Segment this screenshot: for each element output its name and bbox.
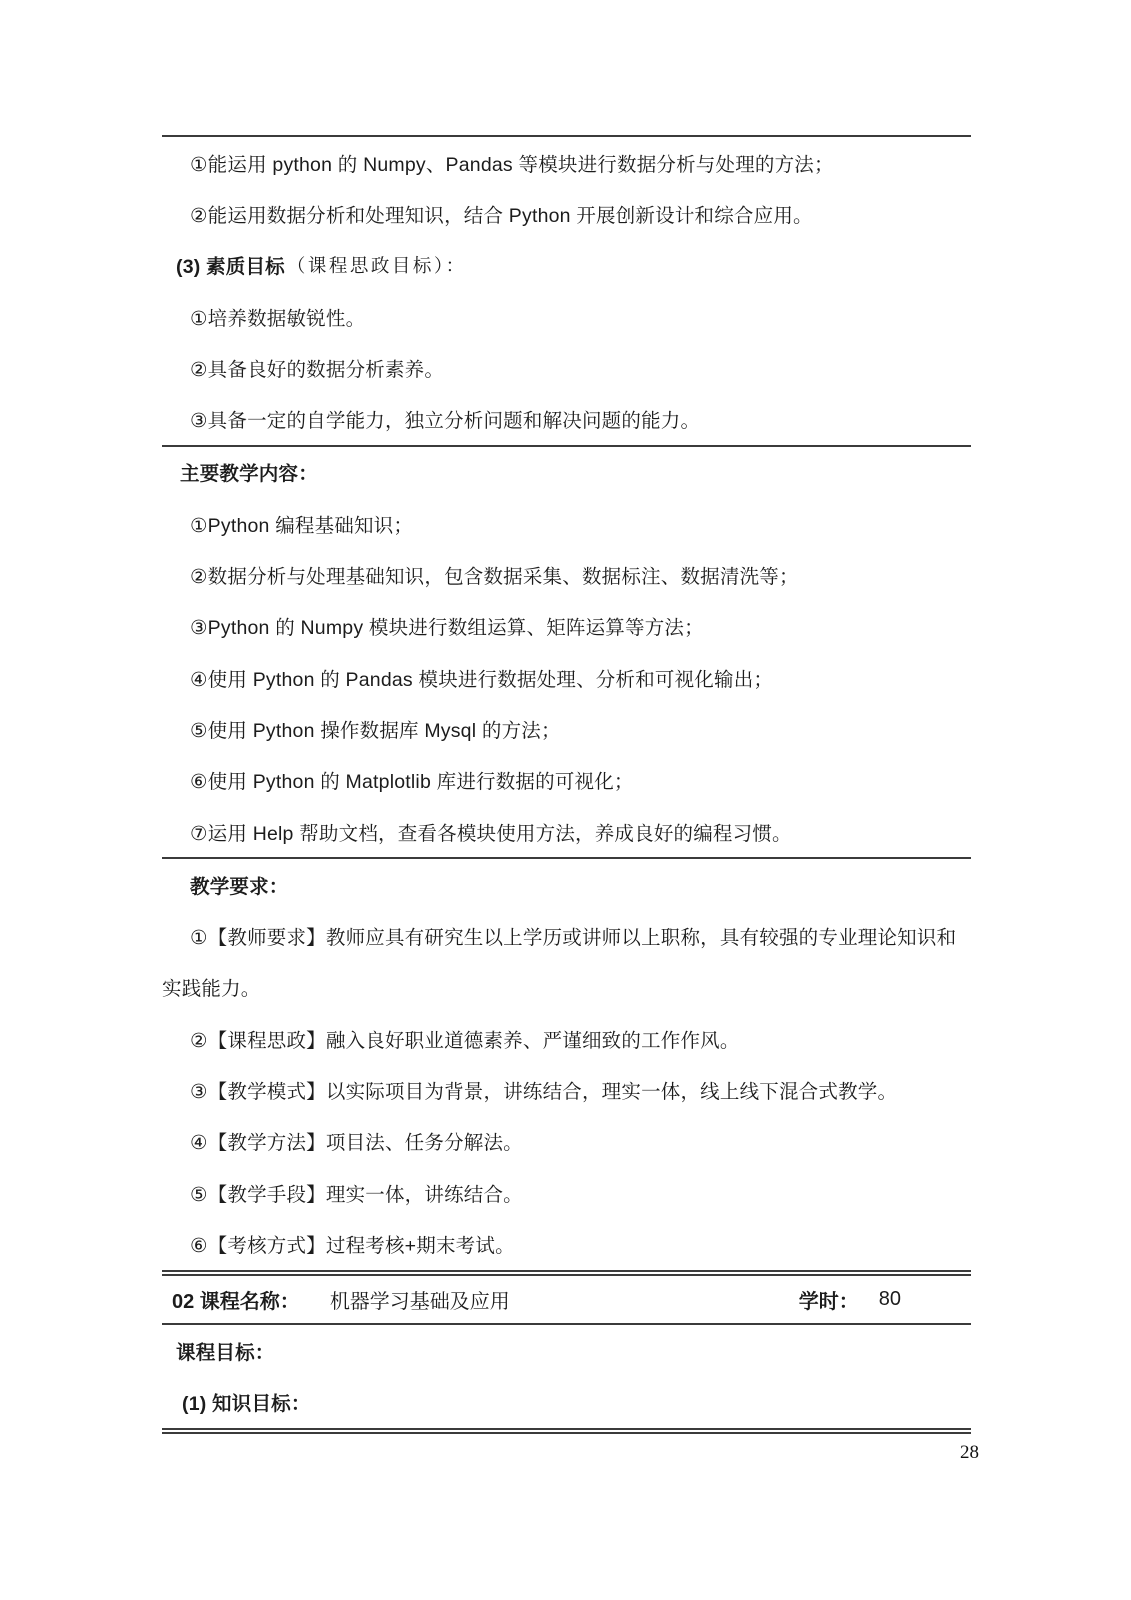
hours-value: 80 bbox=[878, 1288, 901, 1311]
teaching-requirement-text: ⑤【教学手段】理实一体，讲练结合。 bbox=[190, 1183, 523, 1206]
teaching-content-item bbox=[162, 806, 971, 857]
quality-goal-text: ②具备良好的数据分析素养。 bbox=[190, 358, 445, 381]
section-header-teaching-requirements bbox=[162, 859, 971, 910]
page-number: 28 bbox=[960, 1442, 979, 1463]
hours-label: 学时： bbox=[798, 1291, 859, 1314]
quality-goal-text: ①培养数据敏锐性。 bbox=[190, 307, 366, 330]
teaching-requirement-item bbox=[162, 1064, 971, 1115]
teaching-requirement-item bbox=[162, 1218, 971, 1269]
teaching-content-text: ①Python 编程基础知识； bbox=[190, 514, 414, 537]
teaching-requirement-text: ③【教学模式】以实际项目为背景，讲练结合，理实一体，线上线下混合式教学。 bbox=[190, 1080, 898, 1103]
double-divider bbox=[162, 1270, 971, 1277]
ability-goal-text: ①能运用 python 的 Numpy、Pandas 等模块进行数据分析与处理的方法； bbox=[190, 153, 834, 176]
ability-goal-text: ②能运用数据分析和处理知识，结合 Python 开展创新设计和综合应用。 bbox=[190, 204, 813, 227]
teaching-requirement-text: 实践能力。 bbox=[162, 978, 261, 1001]
teaching-requirement-text: ④【教学方法】项目法、任务分解法。 bbox=[190, 1132, 523, 1155]
section-header-teaching-content bbox=[162, 447, 971, 498]
course-name-group bbox=[172, 1285, 510, 1314]
knowledge-goals-header bbox=[162, 1376, 971, 1427]
quality-goals-heading-note: （课程思政目标）： bbox=[286, 257, 467, 278]
double-divider-bottom bbox=[162, 1428, 971, 1435]
teaching-requirement-item bbox=[162, 910, 971, 961]
quality-goals-heading bbox=[162, 240, 971, 291]
teaching-content-text: ③Python 的 Numpy 模块进行数组运算、矩阵运算等方法； bbox=[190, 617, 704, 640]
course-hours-group bbox=[799, 1285, 901, 1314]
course-objectives-header bbox=[162, 1325, 971, 1376]
teaching-content-text: ②数据分析与处理基础知识，包含数据采集、数据标注、数据清洗等； bbox=[190, 566, 799, 589]
teaching-requirement-text: ②【课程思政】融入良好职业道德素养、严谨细致的工作作风。 bbox=[190, 1029, 740, 1052]
knowledge-goals-header-text: (1) 知识目标： bbox=[182, 1393, 311, 1416]
quality-goal-item bbox=[162, 342, 971, 393]
quality-goal-item bbox=[162, 291, 971, 342]
teaching-requirement-continuation bbox=[162, 962, 971, 1013]
ability-goal-item bbox=[162, 188, 971, 239]
teaching-content-text: ⑦运用 Help 帮助文档，查看各模块使用方法，养成良好的编程习惯。 bbox=[190, 822, 792, 845]
ability-goal-item bbox=[162, 137, 971, 188]
course-header-row bbox=[162, 1276, 971, 1323]
document-table bbox=[162, 135, 971, 1434]
teaching-requirement-item bbox=[162, 1013, 971, 1064]
quality-goal-text: ③具备一定的自学能力，独立分析问题和解决问题的能力。 bbox=[190, 410, 701, 433]
quality-goals-heading-title: (3) 素质目标 bbox=[176, 256, 285, 279]
section-header-text: 教学要求： bbox=[190, 875, 289, 898]
teaching-requirement-text: ①【教师要求】教师应具有研究生以上学历或讲师以上职称，具有较强的专业理论知识和 bbox=[190, 927, 957, 950]
section-header-text: 主要教学内容： bbox=[180, 463, 318, 486]
teaching-content-item bbox=[162, 755, 971, 806]
teaching-content-item bbox=[162, 601, 971, 652]
teaching-requirement-item bbox=[162, 1116, 971, 1167]
teaching-content-item bbox=[162, 498, 971, 549]
course-objectives-header-text: 课程目标： bbox=[176, 1341, 275, 1364]
course-row-label: 02 课程名称： bbox=[172, 1291, 300, 1314]
teaching-content-text: ④使用 Python 的 Pandas 模块进行数据处理、分析和可视化输出； bbox=[190, 668, 774, 691]
teaching-content-item bbox=[162, 703, 971, 754]
teaching-requirement-item bbox=[162, 1167, 971, 1218]
teaching-content-text: ⑤使用 Python 操作数据库 Mysql 的方法； bbox=[190, 719, 561, 742]
quality-goal-item bbox=[162, 393, 971, 444]
teaching-content-item bbox=[162, 652, 971, 703]
teaching-content-text: ⑥使用 Python 的 Matplotlib 库进行数据的可视化； bbox=[190, 771, 634, 794]
teaching-requirement-text: ⑥【考核方式】过程考核+期末考试。 bbox=[190, 1234, 515, 1257]
teaching-content-item bbox=[162, 549, 971, 600]
course-name: 机器学习基础及应用 bbox=[329, 1291, 510, 1314]
